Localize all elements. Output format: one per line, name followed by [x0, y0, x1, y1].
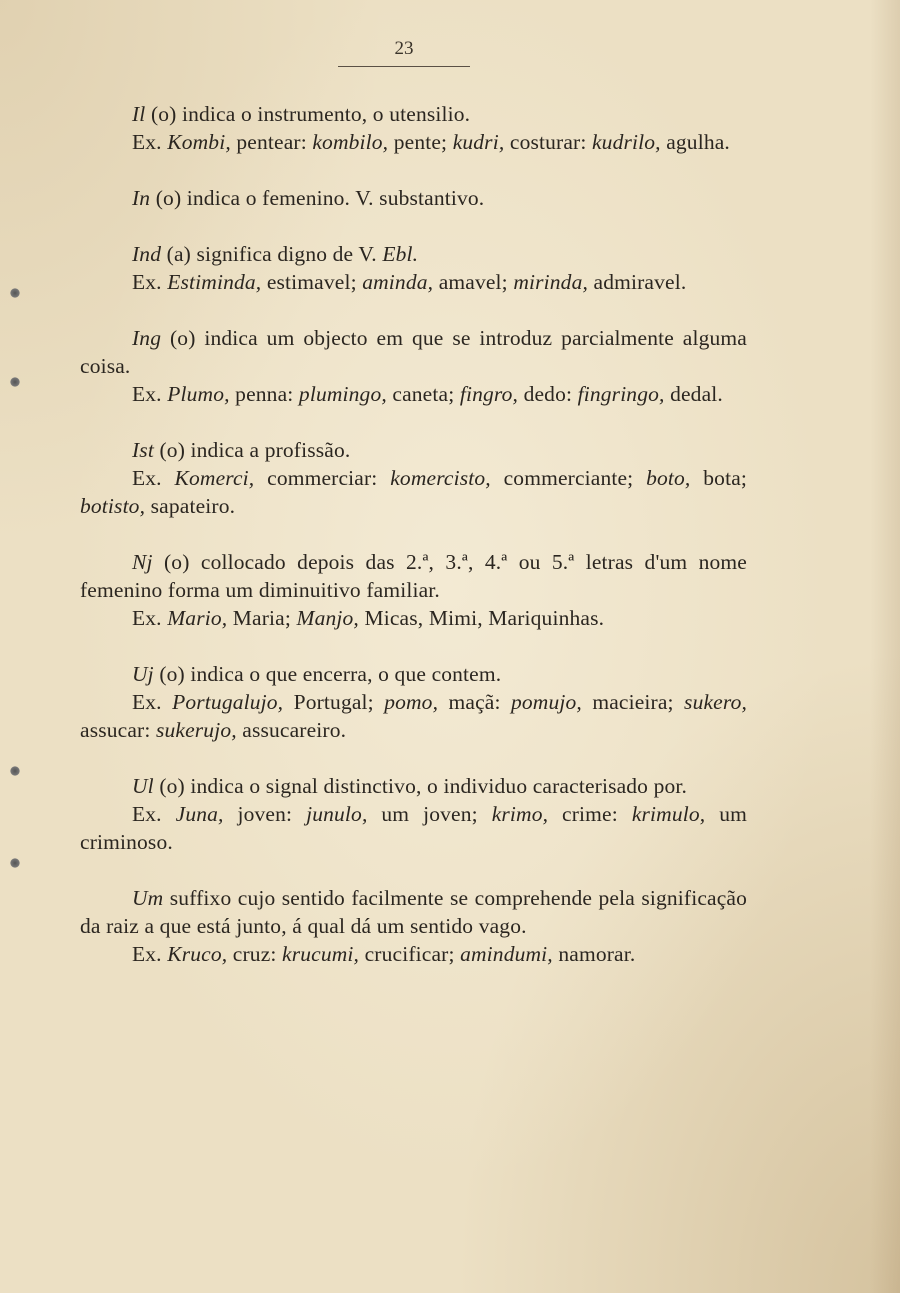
italic-term: amindumi,	[460, 942, 553, 966]
suffix-entry	[80, 436, 747, 520]
text-run: namorar.	[552, 942, 636, 966]
text-run: assucar:	[80, 718, 156, 742]
text-run: commerciante;	[490, 466, 647, 490]
suffix-entry	[80, 772, 747, 856]
suffix-example	[80, 604, 747, 632]
text-run: pente;	[388, 130, 453, 154]
italic-term: Manjo,	[296, 606, 359, 630]
text-run: macieira;	[581, 690, 685, 714]
text-run: suffixo cujo sentido facilmente se comprehende pela significação da raiz a que está junto, á qual dá um sentido vago.	[80, 886, 747, 938]
page-number-rule	[338, 66, 470, 67]
suffix-example	[80, 800, 747, 856]
margin-dot	[10, 858, 20, 868]
text-run: crucificar;	[359, 942, 461, 966]
suffix-entry	[80, 660, 747, 744]
suffix-entry	[80, 100, 747, 156]
text-run: caneta;	[386, 382, 460, 406]
text-run: costurar:	[504, 130, 592, 154]
italic-term: sukero,	[684, 690, 747, 714]
text-run: joven:	[223, 802, 307, 826]
text-run: dedo:	[518, 382, 578, 406]
text-run: agulha.	[660, 130, 730, 154]
text-run: commerciar:	[254, 466, 391, 490]
text-run: Ex.	[132, 802, 176, 826]
text-run: crime:	[548, 802, 632, 826]
suffix-entry	[80, 240, 747, 296]
text-run: penna:	[229, 382, 299, 406]
text-run: (o) indica um objecto em que se introduz parcialmente alguma coisa.	[80, 326, 747, 378]
italic-term: In	[132, 186, 151, 210]
margin-dot	[10, 288, 20, 298]
page-edge-shadow	[870, 0, 900, 1293]
italic-term: kudrilo,	[591, 130, 661, 154]
suffix-example	[80, 128, 747, 156]
text-run: bota;	[690, 466, 748, 490]
text-run: admiravel.	[588, 270, 687, 294]
italic-term: Plumo,	[167, 382, 230, 406]
suffix-definition	[80, 548, 747, 604]
italic-term: pomujo,	[510, 690, 582, 714]
italic-term: krucumi,	[282, 942, 360, 966]
text-run: um criminoso.	[80, 802, 747, 854]
suffix-definition	[80, 436, 747, 464]
suffix-example	[80, 268, 747, 296]
suffix-definition	[80, 884, 747, 940]
text-run: (o) indica o que encerra, o que contem.	[153, 662, 502, 686]
italic-term: Estiminda,	[167, 270, 262, 294]
text-run: Ex.	[132, 942, 168, 966]
text-run: (o) collocado depois das 2.ª, 3.ª, 4.ª ou 5.ª letras d'um nome femenino forma um diminuitivo familiar.	[80, 550, 747, 602]
italic-term: krimulo,	[631, 802, 706, 826]
italic-term: fingringo,	[577, 382, 665, 406]
text-run: amavel;	[433, 270, 514, 294]
italic-term: boto,	[646, 466, 691, 490]
text-run: Ex.	[132, 466, 175, 490]
text-run: Ex.	[132, 270, 168, 294]
italic-term: Kombi,	[167, 130, 231, 154]
suffix-example	[80, 688, 747, 744]
text-run: Ex.	[132, 606, 168, 630]
suffix-entry	[80, 884, 747, 968]
italic-term: plumingo,	[298, 382, 387, 406]
page-number: 23	[394, 38, 414, 59]
text-run: Ex.	[132, 382, 168, 406]
margin-dot	[10, 766, 20, 776]
text-run: estimavel;	[261, 270, 363, 294]
suffix-definition	[80, 660, 747, 688]
italic-term: pomo,	[384, 690, 439, 714]
suffix-definition	[80, 324, 747, 380]
italic-term: Komerci,	[174, 466, 255, 490]
text-run: um joven;	[367, 802, 492, 826]
italic-term: Uj	[132, 662, 154, 686]
italic-term: Portugalujo,	[172, 690, 284, 714]
suffix-example	[80, 380, 747, 408]
italic-term: Ul	[132, 774, 154, 798]
italic-term: Ist	[132, 438, 154, 462]
text-run: (o) indica a profissão.	[153, 438, 351, 462]
italic-term: Nj	[132, 550, 153, 574]
italic-term: sukerujo,	[155, 718, 237, 742]
suffix-definition	[80, 184, 747, 212]
text-run: (o) indica o instrumento, o utensilio.	[145, 102, 471, 126]
suffix-entry	[80, 324, 747, 408]
italic-term: Ind	[132, 242, 162, 266]
italic-term: Il	[132, 102, 146, 126]
text-run: sapateiro.	[145, 494, 236, 518]
text-run: assucareiro.	[236, 718, 347, 742]
text-run: Ex.	[132, 130, 168, 154]
dictionary-body	[80, 100, 747, 996]
suffix-entry	[80, 184, 747, 212]
suffix-definition	[80, 240, 747, 268]
italic-term: kudri,	[452, 130, 505, 154]
text-run: cruz:	[227, 942, 283, 966]
italic-term: mirinda,	[513, 270, 588, 294]
suffix-definition	[80, 772, 747, 800]
italic-term: krimo,	[491, 802, 549, 826]
italic-term: Ing	[132, 326, 162, 350]
text-run: maçã:	[438, 690, 511, 714]
text-run: Ex.	[132, 690, 173, 714]
margin-dot	[10, 377, 20, 387]
suffix-definition	[80, 100, 747, 128]
text-run: (a) significa digno de V.	[161, 242, 383, 266]
italic-term: botisto,	[80, 494, 146, 518]
italic-term: Kruco,	[167, 942, 228, 966]
text-run: dedal.	[664, 382, 723, 406]
text-run: (o) indica o signal distinctivo, o individuo caracterisado por.	[153, 774, 688, 798]
italic-term: aminda,	[362, 270, 434, 294]
italic-term: Um	[132, 886, 164, 910]
italic-term: Ebl.	[382, 242, 419, 266]
italic-term: kombilo,	[312, 130, 389, 154]
suffix-example	[80, 940, 747, 968]
suffix-example	[80, 464, 747, 520]
italic-term: Juna,	[175, 802, 224, 826]
suffix-entry	[80, 548, 747, 632]
italic-term: fingro,	[459, 382, 519, 406]
text-run: pentear:	[230, 130, 313, 154]
italic-term: Mario,	[167, 606, 228, 630]
text-run: Micas, Mimi, Mariquinhas.	[358, 606, 605, 630]
text-run: Maria;	[227, 606, 297, 630]
text-run: (o) indica o femenino. V. substantivo.	[150, 186, 485, 210]
italic-term: komercisto,	[390, 466, 491, 490]
text-run: Portugal;	[283, 690, 385, 714]
italic-term: junulo,	[306, 802, 368, 826]
